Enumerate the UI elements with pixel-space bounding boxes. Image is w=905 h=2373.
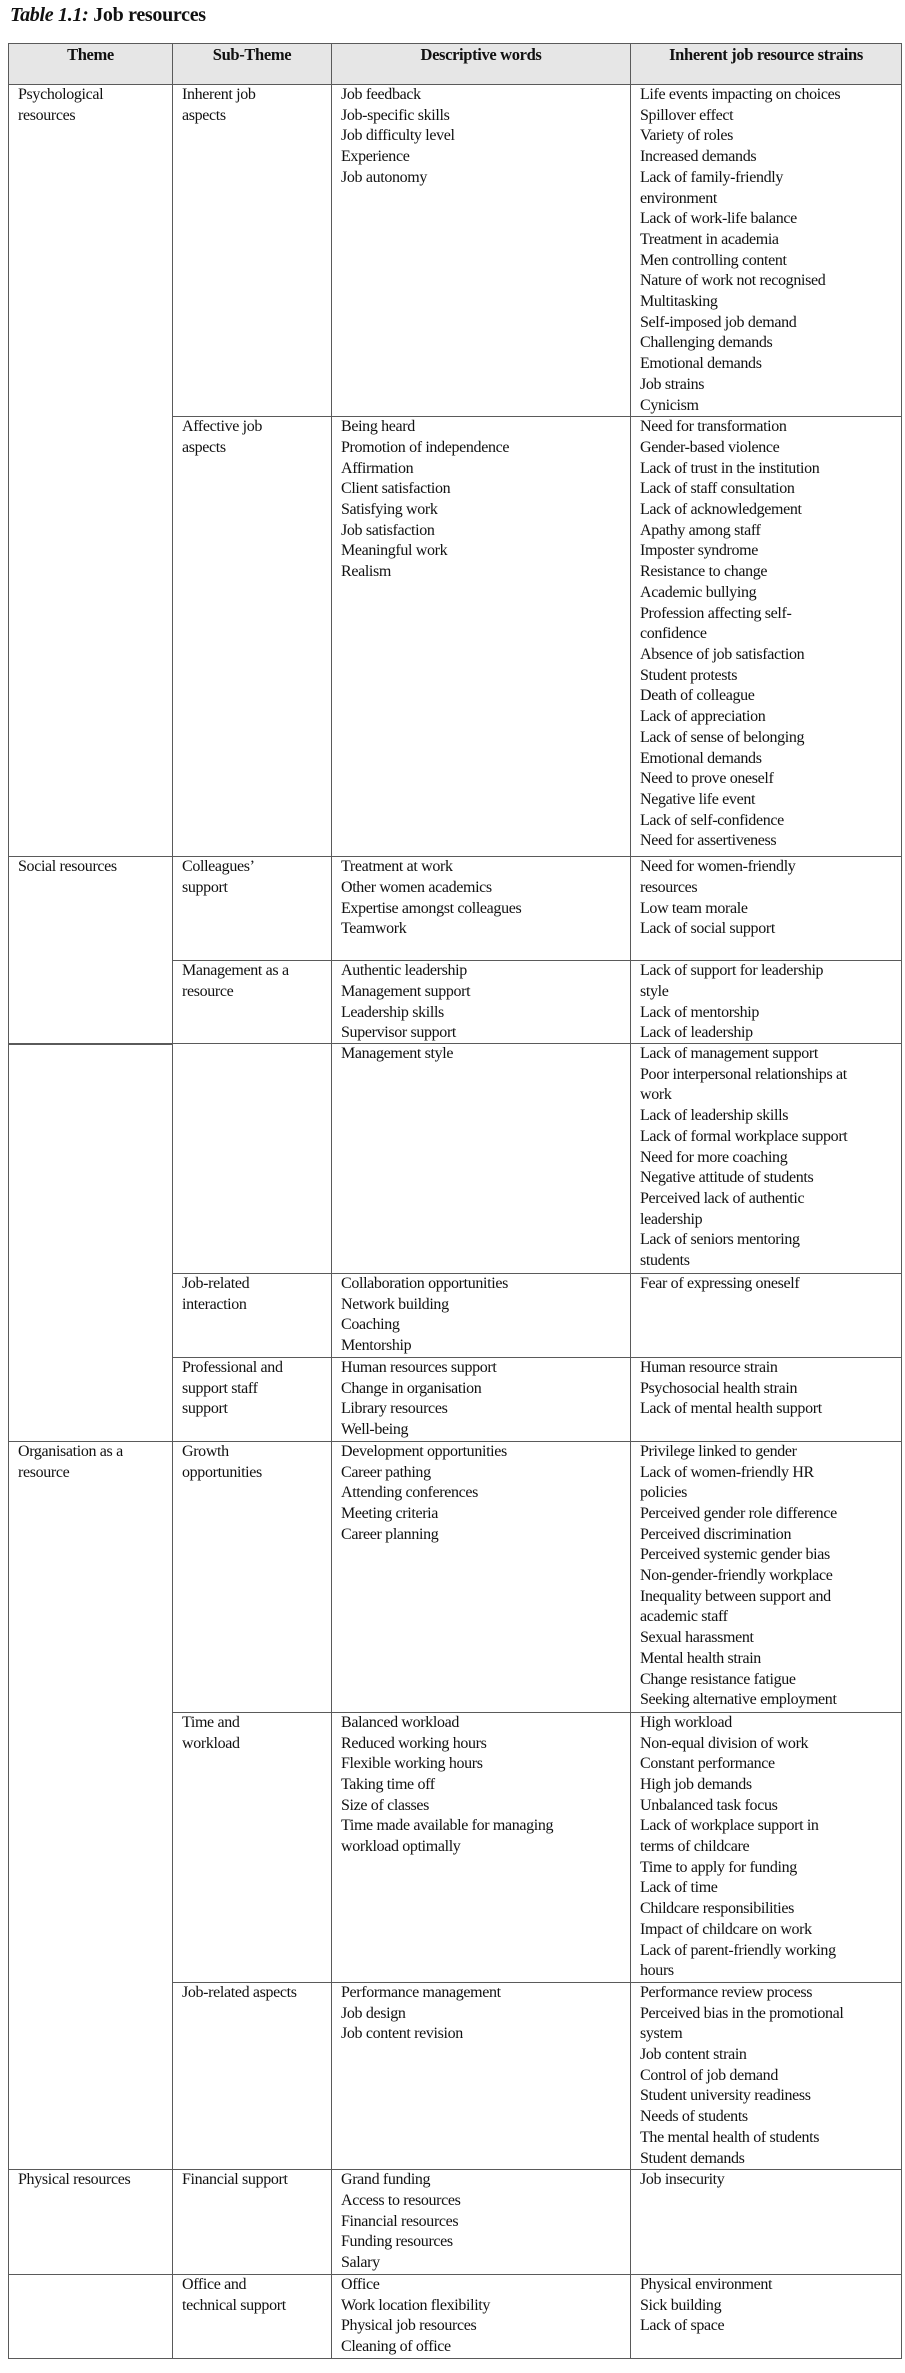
list-item: Student demands xyxy=(640,2149,745,2167)
list-item: Lack of mentorship xyxy=(640,1003,759,1021)
subtheme-cell xyxy=(173,1044,332,1274)
list-item: Job strains xyxy=(640,375,705,393)
list-item: Coaching xyxy=(341,1316,400,1334)
list-item: Lack of space xyxy=(640,2317,725,2335)
subtheme-cell xyxy=(173,1358,332,1442)
theme-cell-text: Social resources xyxy=(18,858,117,876)
list-item: Variety of roles xyxy=(640,127,734,145)
strains-cell xyxy=(631,2274,902,2358)
strains-cell xyxy=(631,857,902,961)
table-row xyxy=(9,1441,902,1712)
list-item: Management support xyxy=(341,982,471,1000)
list-item: The mental health of students xyxy=(640,2128,820,2146)
list-item: Office xyxy=(341,2275,380,2293)
list-item: Lack of self-confidence xyxy=(640,811,784,829)
list-item: Access to resources xyxy=(341,2191,461,2209)
list-item: Lack of family-friendly environment xyxy=(640,168,783,207)
list-item: Change in organisation xyxy=(341,1379,482,1397)
list-item: Low team morale xyxy=(640,899,748,917)
job-resources-table-part-2 xyxy=(8,1043,902,2359)
subtheme-cell-text: Job-related interaction xyxy=(182,1275,250,1313)
list-item: Perceived gender role difference xyxy=(640,1504,837,1522)
list-item: Constant performance xyxy=(640,1755,775,1773)
list-item: Teamwork xyxy=(341,920,407,938)
list-item: Lack of trust in the institution xyxy=(640,459,820,477)
subtheme-cell-text: Management as a resource xyxy=(182,962,289,1000)
list-item: Academic bullying xyxy=(640,583,757,601)
list-item: Collaboration opportunities xyxy=(341,1275,508,1292)
table-row xyxy=(9,2274,902,2358)
list-item: Resistance to change xyxy=(640,563,768,581)
subtheme-cell xyxy=(173,857,332,961)
subtheme-cell-text: Office and technical support xyxy=(182,2275,286,2314)
list-item: Career planning xyxy=(341,1525,439,1543)
list-item: Salary xyxy=(341,2254,380,2272)
list-item: Privilege linked to gender xyxy=(640,1442,797,1460)
list-item: Apathy among staff xyxy=(640,521,761,539)
list-item: Lack of time xyxy=(640,1879,718,1897)
list-item: Network building xyxy=(341,1295,449,1313)
subtheme-cell-text: Job-related aspects xyxy=(182,1983,297,2001)
list-item: Balanced workload xyxy=(341,1713,460,1731)
list-item: Need for transformation xyxy=(640,418,787,436)
list-item: Job feedback xyxy=(341,86,421,103)
list-item: Attending conferences xyxy=(341,1484,479,1502)
header-descriptive-words: Descriptive words xyxy=(332,44,631,85)
descriptive-words-cell xyxy=(332,1441,631,1712)
list-item: Lack of sense of belonging xyxy=(640,728,805,746)
list-item: Job autonomy xyxy=(341,168,428,186)
list-item: Human resource strain xyxy=(640,1359,778,1376)
list-item: Development opportunities xyxy=(341,1442,507,1460)
list-item: Impact of childcare on work xyxy=(640,1920,812,1938)
subtheme-cell-text: Colleagues’ support xyxy=(182,858,255,896)
subtheme-cell xyxy=(173,85,332,417)
descriptive-words-cell xyxy=(332,2274,631,2358)
list-item: Grand funding xyxy=(341,2171,431,2189)
list-item: Lack of women-friendly HR policies xyxy=(640,1463,814,1502)
list-item: Lack of support for leadership style xyxy=(640,962,824,1000)
subtheme-cell xyxy=(173,1982,332,2169)
list-item: Profession affecting self- confidence xyxy=(640,604,792,643)
strains-cell xyxy=(631,2170,902,2275)
list-item: Lack of appreciation xyxy=(640,708,766,726)
list-item: Control of job demand xyxy=(640,2066,778,2084)
descriptive-words-cell xyxy=(332,1044,631,1274)
subtheme-cell-text: Affective job aspects xyxy=(182,418,263,456)
list-item: Job insecurity xyxy=(640,2171,725,2189)
subtheme-cell-text: Time and workload xyxy=(182,1713,240,1752)
list-item: Time to apply for funding xyxy=(640,1858,797,1876)
descriptive-words-cell xyxy=(332,2170,631,2275)
list-item: Treatment at work xyxy=(341,858,453,876)
list-item: Well-being xyxy=(341,1421,409,1439)
theme-cell-text: Psychological resources xyxy=(18,86,104,124)
job-resources-table-part-1 xyxy=(8,43,902,1045)
list-item: Inequality between support and academic staff xyxy=(640,1587,831,1626)
strains-cell xyxy=(631,1044,902,1274)
list-item: Perceived systemic gender bias xyxy=(640,1546,830,1564)
strains-cell xyxy=(631,85,902,417)
theme-cell-text: Organisation as a resource xyxy=(18,1442,123,1481)
list-item: Multitasking xyxy=(640,293,718,311)
strains-cell xyxy=(631,961,902,1044)
descriptive-words-cell xyxy=(332,1358,631,1442)
table-row xyxy=(9,857,902,961)
list-item: Sick building xyxy=(640,2296,722,2314)
descriptive-words-cell xyxy=(332,1274,631,1358)
subtheme-cell-text: Inherent job aspects xyxy=(182,86,256,124)
list-item: Reduced working hours xyxy=(341,1734,487,1752)
subtheme-cell-text: Professional and support staff support xyxy=(182,1359,283,1418)
list-item: Lack of workplace support in terms of childcare xyxy=(640,1817,819,1856)
list-item: Leadership skills xyxy=(341,1003,444,1021)
list-item: Self-imposed job demand xyxy=(640,313,797,331)
list-item: Being heard xyxy=(341,418,415,436)
subtheme-cell xyxy=(173,417,332,857)
list-item: Death of colleague xyxy=(640,687,755,705)
strains-cell xyxy=(631,1358,902,1442)
list-item: Perceived bias in the promotional system xyxy=(640,2004,844,2043)
list-item: Lack of staff consultation xyxy=(640,480,795,498)
list-item: Expertise amongst colleagues xyxy=(341,899,522,917)
list-item: Size of classes xyxy=(341,1796,430,1814)
list-item: Absence of job satisfaction xyxy=(640,645,805,663)
list-item: Other women academics xyxy=(341,878,492,896)
table-number: Table 1.1: xyxy=(10,4,89,26)
descriptive-words-cell xyxy=(332,1982,631,2169)
header-row xyxy=(9,44,902,85)
strains-cell xyxy=(631,1712,902,1982)
subtheme-cell xyxy=(173,1712,332,1982)
list-item: Cynicism xyxy=(640,396,699,414)
list-item: Emotional demands xyxy=(640,355,762,373)
list-item: Seeking alternative employment xyxy=(640,1691,837,1709)
list-item: Lack of leadership skills xyxy=(640,1107,789,1125)
list-item: Perceived lack of authentic leadership xyxy=(640,1189,805,1228)
list-item: Lack of mental health support xyxy=(640,1400,822,1418)
table-row xyxy=(9,2170,902,2275)
list-item: Taking time off xyxy=(341,1775,435,1793)
list-item: Performance review process xyxy=(640,1983,813,2001)
list-item: Emotional demands xyxy=(640,749,762,767)
list-item: Poor interpersonal relationships at work xyxy=(640,1065,847,1104)
list-item: Lack of formal workplace support xyxy=(640,1127,848,1145)
list-item: Job content strain xyxy=(640,2046,747,2064)
list-item: Spillover effect xyxy=(640,106,734,124)
list-item: Job design xyxy=(341,2004,406,2022)
list-item: Non-gender-friendly workplace xyxy=(640,1567,833,1585)
theme-cell xyxy=(9,1441,173,2169)
list-item: Gender-based violence xyxy=(640,438,780,456)
list-item: Negative life event xyxy=(640,790,756,808)
list-item: Need for more coaching xyxy=(640,1148,788,1166)
list-item: Affirmation xyxy=(341,459,414,477)
table-row xyxy=(9,85,902,417)
list-item: Management style xyxy=(341,1045,454,1062)
list-item: Supervisor support xyxy=(341,1024,457,1042)
list-item: Performance management xyxy=(341,1983,501,2001)
list-item: Cleaning of office xyxy=(341,2337,451,2355)
list-item: Non-equal division of work xyxy=(640,1734,809,1752)
list-item: Negative attitude of students xyxy=(640,1169,814,1187)
list-item: Lack of work-life balance xyxy=(640,210,797,228)
list-item: Men controlling content xyxy=(640,251,787,269)
table-title: Job resources xyxy=(93,4,206,26)
list-item: Student university readiness xyxy=(640,2087,811,2105)
list-item: Satisfying work xyxy=(341,501,438,519)
list-item: Physical environment xyxy=(640,2275,773,2293)
list-item: Challenging demands xyxy=(640,334,773,352)
list-item: High job demands xyxy=(640,1775,752,1793)
list-item: Meeting criteria xyxy=(341,1504,439,1522)
list-item: Sexual harassment xyxy=(640,1629,754,1647)
subtheme-cell xyxy=(173,2274,332,2358)
list-item: Funding resources xyxy=(341,2233,453,2251)
list-item: High workload xyxy=(640,1713,732,1731)
list-item: Job content revision xyxy=(341,2025,463,2043)
subtheme-cell xyxy=(173,1441,332,1712)
descriptive-words-cell xyxy=(332,961,631,1044)
table-caption xyxy=(10,2,206,28)
list-item: Lack of leadership xyxy=(640,1024,753,1042)
list-item: Job-specific skills xyxy=(341,106,450,124)
subtheme-cell-text: Financial support xyxy=(182,2171,288,2189)
theme-cell xyxy=(9,2274,173,2358)
list-item: Psychosocial health strain xyxy=(640,1379,798,1397)
list-item: Imposter syndrome xyxy=(640,542,759,560)
list-item: Lack of management support xyxy=(640,1045,818,1062)
list-item: Experience xyxy=(341,148,410,166)
descriptive-words-cell xyxy=(332,417,631,857)
list-item: Fear of expressing oneself xyxy=(640,1275,800,1292)
list-item: Unbalanced task focus xyxy=(640,1796,778,1814)
list-item: Need for women-friendly resources xyxy=(640,858,796,896)
table-row xyxy=(9,1044,902,1274)
strains-cell xyxy=(631,1274,902,1358)
list-item: Authentic leadership xyxy=(341,962,467,980)
list-item: Mental health strain xyxy=(640,1649,761,1667)
list-item: Human resources support xyxy=(341,1359,497,1376)
strains-cell xyxy=(631,417,902,857)
theme-cell xyxy=(9,2170,173,2275)
strains-cell xyxy=(631,1982,902,2169)
theme-cell-text: Physical resources xyxy=(18,2171,131,2189)
descriptive-words-cell xyxy=(332,85,631,417)
list-item: Realism xyxy=(341,563,391,581)
subtheme-cell xyxy=(173,2170,332,2275)
list-item: Job difficulty level xyxy=(341,127,455,145)
list-item: Lack of acknowledgement xyxy=(640,501,802,519)
list-item: Promotion of independence xyxy=(341,438,510,456)
descriptive-words-cell xyxy=(332,857,631,961)
theme-cell xyxy=(9,85,173,857)
list-item: Lack of seniors mentoring students xyxy=(640,1231,800,1270)
list-item: Lack of social support xyxy=(640,920,775,938)
theme-cell xyxy=(9,1044,173,1442)
header-strains: Inherent job resource strains xyxy=(631,44,902,85)
list-item: Financial resources xyxy=(341,2212,459,2230)
theme-cell xyxy=(9,857,173,1044)
header-subtheme: Sub-Theme xyxy=(173,44,332,85)
header-theme: Theme xyxy=(9,44,173,85)
list-item: Meaningful work xyxy=(341,542,448,560)
list-item: Need for assertiveness xyxy=(640,832,777,850)
list-item: Childcare responsibilities xyxy=(640,1900,794,1918)
descriptive-words-cell xyxy=(332,1712,631,1982)
list-item: Lack of parent-friendly working hours xyxy=(640,1941,836,1980)
list-item: Physical job resources xyxy=(341,2317,477,2335)
list-item: Flexible working hours xyxy=(341,1755,483,1773)
subtheme-cell-text: Growth opportunities xyxy=(182,1442,262,1481)
list-item: Career pathing xyxy=(341,1463,431,1481)
list-item: Change resistance fatigue xyxy=(640,1670,796,1688)
list-item: Student protests xyxy=(640,666,738,684)
list-item: Mentorship xyxy=(341,1337,412,1355)
list-item: Need to prove oneself xyxy=(640,770,774,788)
list-item: Work location flexibility xyxy=(341,2296,491,2314)
list-item: Treatment in academia xyxy=(640,230,779,248)
list-item: Job satisfaction xyxy=(341,521,435,539)
list-item: Time made available for managing workload optimally xyxy=(341,1817,554,1856)
strains-cell xyxy=(631,1441,902,1712)
subtheme-cell xyxy=(173,1274,332,1358)
list-item: Life events impacting on choices xyxy=(640,86,841,103)
list-item: Nature of work not recognised xyxy=(640,272,826,290)
list-item: Client satisfaction xyxy=(341,480,451,498)
list-item: Increased demands xyxy=(640,148,757,166)
subtheme-cell xyxy=(173,961,332,1044)
list-item: Perceived discrimination xyxy=(640,1525,792,1543)
list-item: Needs of students xyxy=(640,2108,748,2126)
list-item: Library resources xyxy=(341,1400,448,1418)
